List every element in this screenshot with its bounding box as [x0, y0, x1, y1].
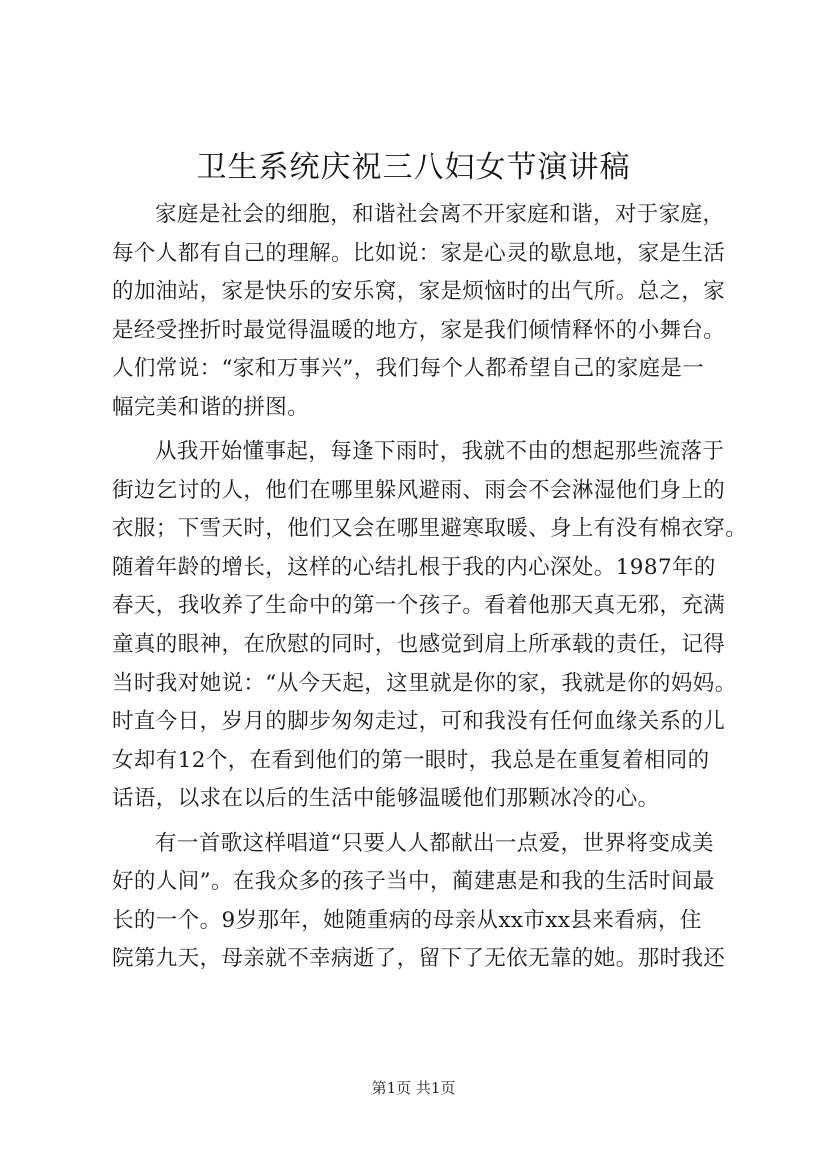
- text-line: 幅完美和谐的拼图。: [112, 394, 310, 420]
- paragraph: [112, 196, 736, 428]
- text-line: 话语，以求在以后的生活中能够温暖他们那颗冰冷的心。: [112, 786, 660, 812]
- text-line: 的加油站，家是快乐的安乐窝，家是烦恼时的出气所。总之，家: [112, 279, 726, 305]
- text-line: 人们常说：“家和万事兴”，我们每个人都希望自己的家庭是一: [112, 356, 705, 382]
- text-line: 长的一个。9岁那年，她随重病的母亲从xx市xx县来看病，住: [112, 907, 702, 933]
- text-line: 有一首歌这样唱道“只要人人都献出一点爱，世界将变成美: [155, 830, 714, 856]
- document-body: [112, 196, 748, 979]
- text-line: 童真的眼神，在欣慰的同时，也感觉到肩上所承载的责任，记得: [112, 632, 726, 658]
- text-line: 女却有12个，在看到他们的第一眼时，我总是在重复着相同的: [112, 747, 710, 773]
- text-line: 家庭是社会的细胞，和谐社会离不开家庭和谐，对于家庭，: [155, 202, 725, 227]
- paragraph: [112, 433, 748, 819]
- text-line: 春天，我收养了生命中的第一个孩子。看着他那天真无邪，充满: [112, 593, 726, 619]
- text-line: 衣服；下雪天时，他们又会在哪里避寒取暖、身上有没有棉衣穿。: [112, 516, 748, 542]
- text-line: 街边乞讨的人，他们在哪里躲风避雨、雨会不会淋湿他们身上的: [112, 477, 726, 503]
- text-line: 每个人都有自己的理解。比如说：家是心灵的歇息地，家是生活: [112, 240, 726, 266]
- text-line: 时直今日，岁月的脚步匆匆走过，可和我没有任何血缘关系的儿: [112, 709, 726, 735]
- text-line: 是经受挫折时最觉得温暖的地方，家是我们倾情释怀的小舞台。: [112, 317, 726, 343]
- text-line: 院第九天，母亲就不幸病逝了，留下了无依无靠的她。那时我还: [112, 946, 726, 972]
- text-line: 当时我对她说：“从今天起，这里就是你的家，我就是你的妈妈。: [112, 670, 737, 696]
- text-line: 从我开始懂事起，每逢下雨时，我就不由的想起那些流落于: [155, 439, 725, 465]
- page-footer: 第1页 共1页: [371, 1079, 456, 1097]
- text-line: 好的人间”。在我众多的孩子当中，蔺建惠是和我的生活时间最: [112, 869, 715, 895]
- paragraph: [112, 825, 736, 979]
- document-title: 卫生系统庆祝三八妇女节演讲稿: [196, 150, 631, 185]
- text-line: 随着年龄的增长，这样的心结扎根于我的内心深处。1987年的: [112, 554, 716, 580]
